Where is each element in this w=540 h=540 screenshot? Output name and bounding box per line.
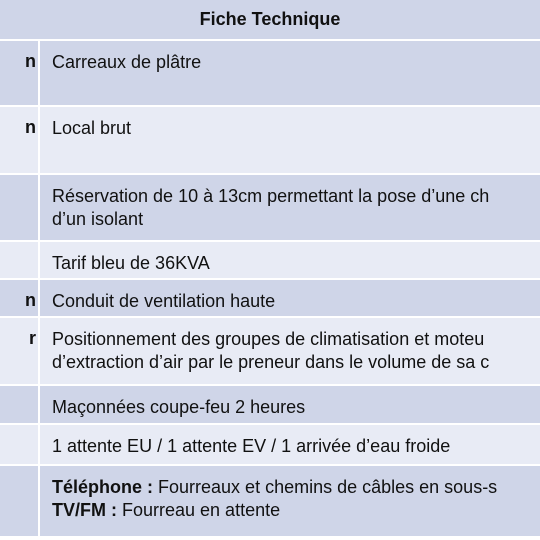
- table-title: Fiche Technique: [0, 0, 540, 41]
- row-label: r: [28, 328, 36, 348]
- row-value-cell: [40, 318, 540, 384]
- row-value-text: Fourreau en attente: [117, 500, 281, 520]
- row-value-line: Tarif bleu de 36KVA: [52, 253, 210, 273]
- row-value-text: Fourreaux et chemins de câbles en sous-s: [153, 477, 498, 497]
- row-label-cell: [0, 41, 40, 105]
- row-value-line: Carreaux de plâtre: [52, 52, 202, 72]
- row-value-line: 1 attente EU / 1 attente EV / 1 arrivée d’eau froide: [52, 436, 451, 456]
- row-value-line: Local brut: [52, 118, 132, 138]
- row-value-cell: [40, 425, 540, 464]
- row-value-line: [52, 499, 540, 522]
- row-value-cell: [40, 466, 540, 536]
- table-row: [0, 175, 540, 242]
- row-label: n: [25, 51, 36, 71]
- row-value-line: Positionnement des groupes de climatisation et moteu: [52, 329, 485, 349]
- row-value-cell: [40, 107, 540, 173]
- row-value-cell: [40, 41, 540, 105]
- row-value-cell: [40, 242, 540, 278]
- table-row: [0, 242, 540, 280]
- table-row: [0, 386, 540, 425]
- table-row: [0, 41, 540, 107]
- row-value-line: [52, 476, 540, 499]
- row-value-line: d’un isolant: [52, 209, 144, 229]
- row-value-line: Conduit de ventilation haute: [52, 291, 276, 311]
- row-label-cell: [0, 242, 40, 278]
- row-label-cell: [0, 175, 40, 240]
- row-label-cell: [0, 107, 40, 173]
- table-row: [0, 280, 540, 318]
- table-row: [0, 318, 540, 386]
- row-value-cell: [40, 280, 540, 316]
- row-value-line: Réservation de 10 à 13cm permettant la pose d’une ch: [52, 186, 490, 206]
- row-label: n: [25, 290, 36, 310]
- row-label-cell: [0, 466, 40, 536]
- row-value-key: Téléphone :: [52, 477, 154, 497]
- table-row: [0, 425, 540, 466]
- row-value-key: TV/FM :: [52, 500, 117, 520]
- table-row: [0, 466, 540, 536]
- row-value-line: d’extraction d’air par le preneur dans le volume de sa c: [52, 352, 490, 372]
- row-label-cell: [0, 280, 40, 316]
- row-label-cell: [0, 318, 40, 384]
- row-value-cell: [40, 175, 540, 240]
- row-label-cell: [0, 425, 40, 464]
- table-body: [0, 41, 540, 536]
- row-value-cell: [40, 386, 540, 423]
- row-label: n: [25, 117, 36, 137]
- row-label-cell: [0, 386, 40, 423]
- table-row: [0, 107, 540, 175]
- row-value-line: Maçonnées coupe-feu 2 heures: [52, 397, 306, 417]
